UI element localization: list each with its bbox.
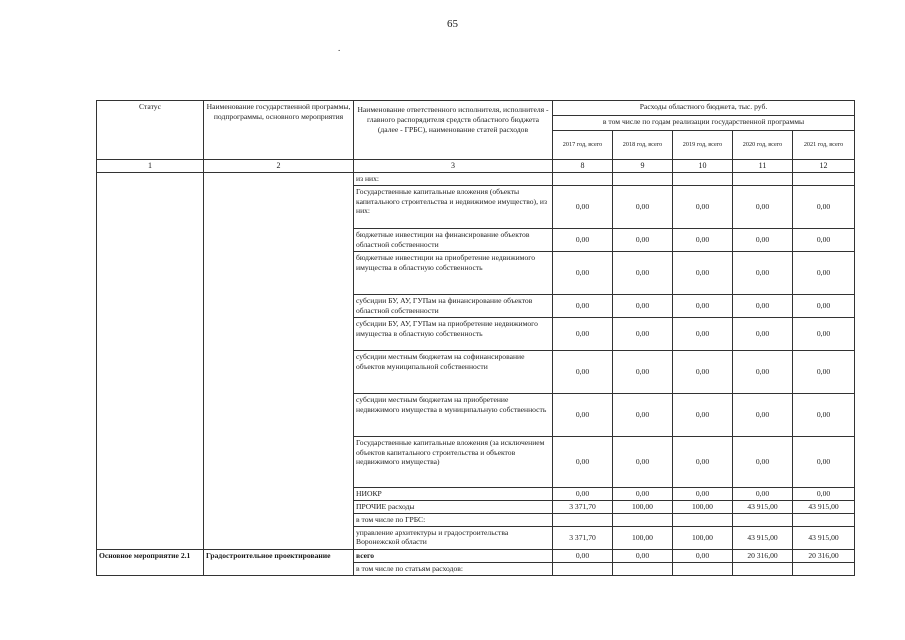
value-cell: 0,00 — [793, 436, 855, 487]
measure-status: Основное мероприятие 2.1 — [97, 549, 204, 575]
value-cell: 20 316,00 — [733, 549, 793, 562]
value-cell: 43 915,00 — [733, 526, 793, 549]
value-cell: 0,00 — [793, 228, 855, 251]
expense-item-label: Государственные капитальные вложения (за исключением объектов капитального строительства и объектов недвижимого имущества) — [354, 436, 553, 487]
value-cell: 0,00 — [553, 251, 613, 294]
value-cell: 0,00 — [793, 487, 855, 500]
value-cell: 0,00 — [553, 294, 613, 317]
program-name-cell-empty — [204, 173, 354, 550]
col-number: 2 — [204, 160, 354, 173]
value-cell — [553, 173, 613, 186]
stray-mark: . — [338, 43, 341, 53]
value-cell — [733, 173, 793, 186]
header-year-2018: 2018 год, всего — [613, 131, 673, 160]
value-cell: 0,00 — [733, 393, 793, 436]
value-cell: 0,00 — [673, 228, 733, 251]
value-cell: 43 915,00 — [793, 526, 855, 549]
value-cell: 0,00 — [733, 228, 793, 251]
value-cell: 3 371,70 — [553, 500, 613, 513]
col-number: 8 — [553, 160, 613, 173]
value-cell: 100,00 — [613, 500, 673, 513]
expense-item-label: всего — [354, 549, 553, 562]
expense-item-label: в том числе по статьям расходов: — [354, 562, 553, 575]
value-cell: 0,00 — [553, 185, 613, 228]
expense-item-label: из них: — [354, 173, 553, 186]
value-cell: 0,00 — [793, 294, 855, 317]
value-cell: 0,00 — [793, 317, 855, 350]
header-by-years: в том числе по годам реализации государственной программы — [553, 116, 855, 131]
header-year-2021: 2021 год, всего — [793, 131, 855, 160]
value-cell — [673, 562, 733, 575]
value-cell: 0,00 — [613, 350, 673, 393]
value-cell: 0,00 — [733, 185, 793, 228]
value-cell: 0,00 — [613, 393, 673, 436]
header-year-2017: 2017 год, всего — [553, 131, 613, 160]
value-cell — [553, 513, 613, 526]
value-cell: 0,00 — [733, 487, 793, 500]
value-cell: 0,00 — [553, 317, 613, 350]
col-number: 9 — [613, 160, 673, 173]
value-cell: 0,00 — [673, 350, 733, 393]
expense-item-label: ПРОЧИЕ расходы — [354, 500, 553, 513]
value-cell: 0,00 — [613, 228, 673, 251]
header-year-2019: 2019 год, всего — [673, 131, 733, 160]
page-number: 65 — [447, 18, 458, 30]
expense-item-label: бюджетные инвестиции на финансирование объектов областной собственности — [354, 228, 553, 251]
expense-item-label: в том числе по ГРБС: — [354, 513, 553, 526]
value-cell: 43 915,00 — [733, 500, 793, 513]
value-cell: 0,00 — [793, 393, 855, 436]
value-cell: 0,00 — [673, 185, 733, 228]
expense-item-label: НИОКР — [354, 487, 553, 500]
value-cell: 0,00 — [793, 251, 855, 294]
value-cell: 0,00 — [673, 393, 733, 436]
value-cell: 0,00 — [553, 487, 613, 500]
value-cell — [613, 562, 673, 575]
expense-item-label: субсидии местным бюджетам на приобретение недвижимого имущества в муниципальную собственность — [354, 393, 553, 436]
value-cell: 0,00 — [613, 185, 673, 228]
value-cell: 0,00 — [553, 228, 613, 251]
value-cell: 0,00 — [733, 350, 793, 393]
col-number: 12 — [793, 160, 855, 173]
col-number: 11 — [733, 160, 793, 173]
value-cell: 0,00 — [613, 487, 673, 500]
value-cell: 100,00 — [673, 526, 733, 549]
value-cell: 0,00 — [793, 185, 855, 228]
value-cell: 0,00 — [553, 436, 613, 487]
value-cell: 0,00 — [613, 294, 673, 317]
value-cell: 0,00 — [673, 436, 733, 487]
header-year-2020: 2020 год, всего — [733, 131, 793, 160]
value-cell: 0,00 — [613, 549, 673, 562]
value-cell: 0,00 — [673, 294, 733, 317]
value-cell: 100,00 — [613, 526, 673, 549]
value-cell — [793, 562, 855, 575]
budget-table — [96, 100, 855, 576]
expense-item-label: управление архитектуры и градостроительства Воронежской области — [354, 526, 553, 549]
value-cell: 100,00 — [673, 500, 733, 513]
value-cell — [793, 173, 855, 186]
header-status: Статус — [97, 101, 204, 160]
header-expenses: Расходы областного бюджета, тыс. руб. — [553, 101, 855, 116]
value-cell: 0,00 — [553, 350, 613, 393]
value-cell: 0,00 — [733, 436, 793, 487]
value-cell: 43 915,00 — [793, 500, 855, 513]
value-cell: 0,00 — [733, 317, 793, 350]
value-cell: 0,00 — [673, 251, 733, 294]
col-number: 3 — [354, 160, 553, 173]
expense-item-label: субсидии БУ, АУ, ГУПам на приобретение недвижимого имущества в областную собственность — [354, 317, 553, 350]
value-cell — [793, 513, 855, 526]
value-cell — [673, 173, 733, 186]
value-cell: 20 316,00 — [793, 549, 855, 562]
expense-item-label: Государственные капитальные вложения (объекты капитального строительства и недвижимое имущество), из них: — [354, 185, 553, 228]
value-cell: 0,00 — [673, 549, 733, 562]
header-executor: Наименование ответственного исполнителя, исполнителя - главного распорядителя средств областного бюджета (далее - ГРБС), наименование статей расходов — [354, 101, 553, 160]
value-cell — [613, 173, 673, 186]
col-number: 10 — [673, 160, 733, 173]
value-cell: 0,00 — [553, 393, 613, 436]
col-number: 1 — [97, 160, 204, 173]
value-cell — [733, 513, 793, 526]
expense-item-label: бюджетные инвестиции на приобретение недвижимого имущества в областную собственность — [354, 251, 553, 294]
header-program-name: Наименование государственной программы, подпрограммы, основного мероприятия — [204, 101, 354, 160]
header-row-top — [97, 101, 855, 116]
value-cell: 0,00 — [553, 549, 613, 562]
measure-name: Градостроительное проектирование — [204, 549, 354, 575]
value-cell — [613, 513, 673, 526]
status-cell-empty — [97, 173, 204, 550]
value-cell: 0,00 — [613, 436, 673, 487]
table-row — [97, 173, 855, 186]
table-row — [97, 549, 855, 562]
value-cell — [733, 562, 793, 575]
value-cell: 0,00 — [793, 350, 855, 393]
value-cell — [553, 562, 613, 575]
expense-item-label: субсидии БУ, АУ, ГУПам на финансирование объектов областной собственности — [354, 294, 553, 317]
column-number-row — [97, 160, 855, 173]
value-cell: 0,00 — [613, 251, 673, 294]
value-cell: 0,00 — [733, 251, 793, 294]
value-cell: 3 371,70 — [553, 526, 613, 549]
value-cell: 0,00 — [673, 317, 733, 350]
value-cell: 0,00 — [613, 317, 673, 350]
value-cell — [673, 513, 733, 526]
value-cell: 0,00 — [673, 487, 733, 500]
expense-item-label: субсидии местным бюджетам на софинансирование объектов муниципальной собственности — [354, 350, 553, 393]
value-cell: 0,00 — [733, 294, 793, 317]
